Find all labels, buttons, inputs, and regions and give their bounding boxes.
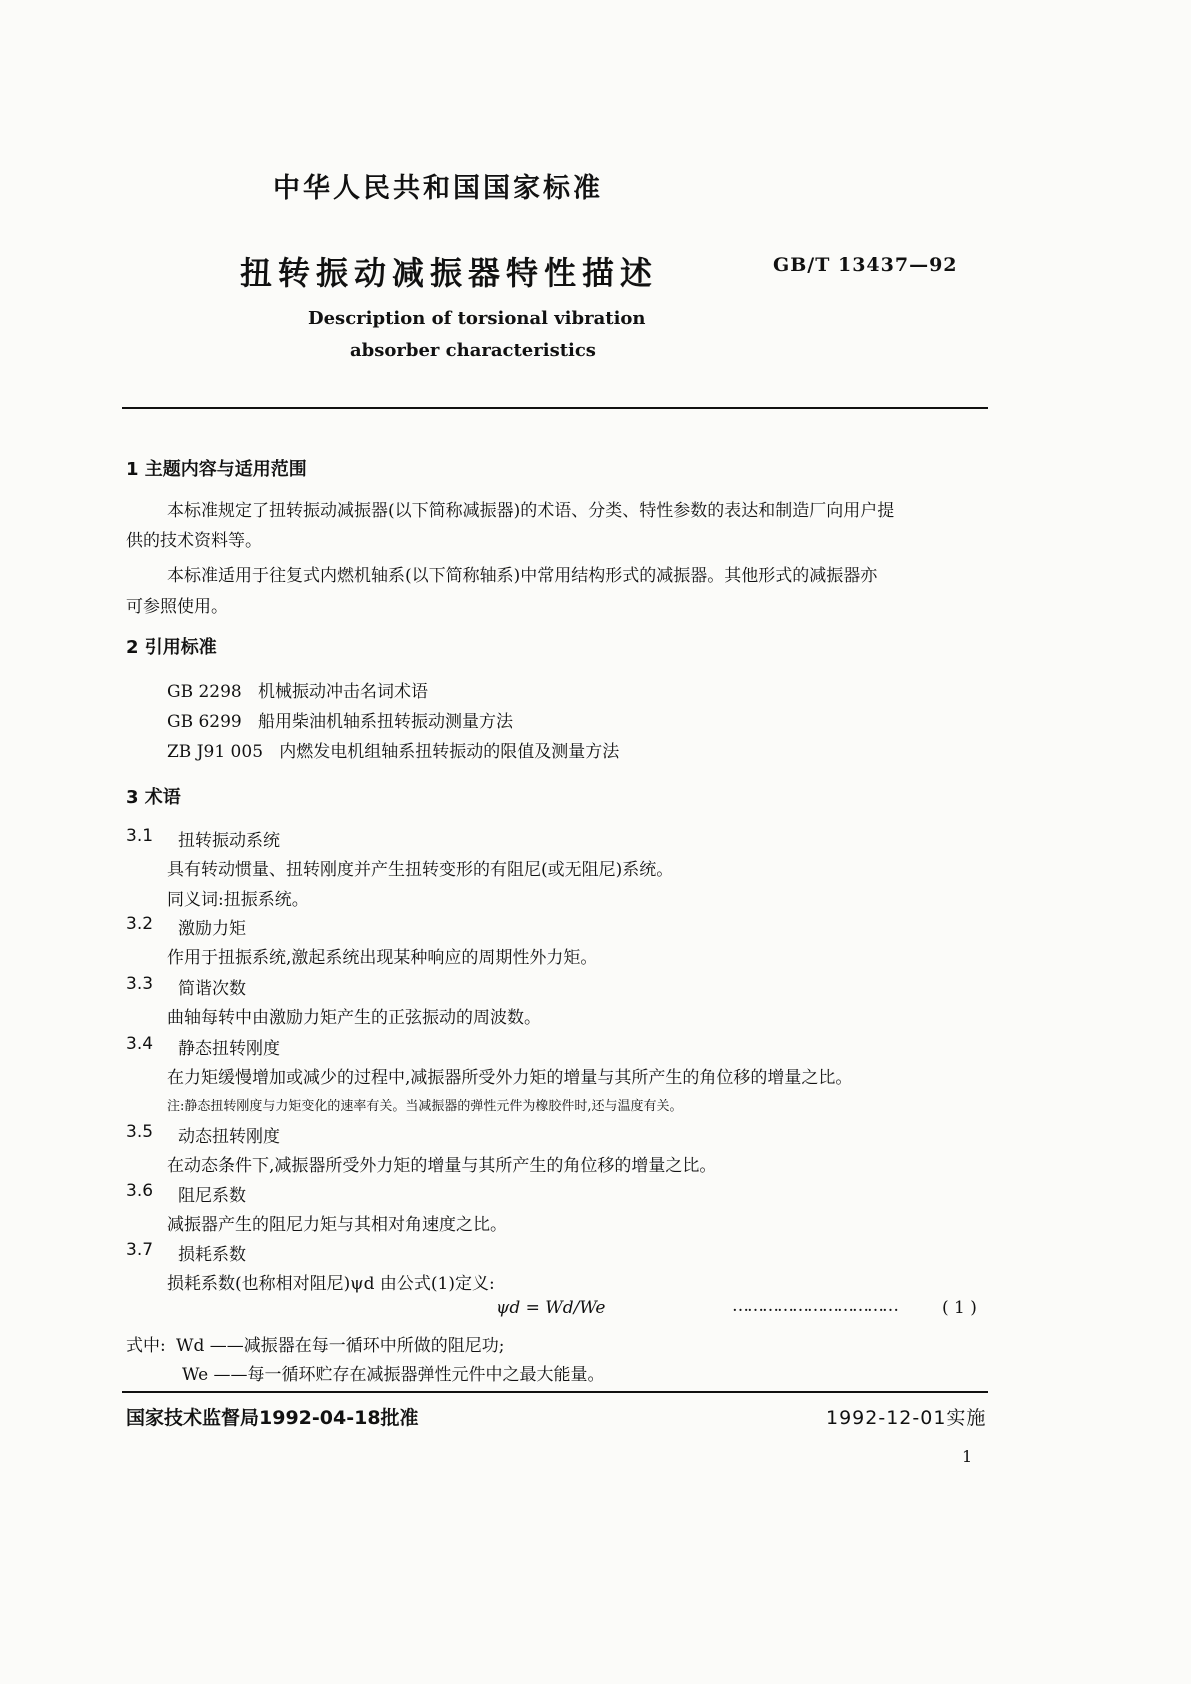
reference-title: 内燃发电机组轴系扭转振动的限值及测量方法 [279, 742, 620, 762]
term-3-6-name: 阻尼系数 [178, 1186, 246, 1206]
formula-1-number: ( 1 ) [942, 1298, 977, 1318]
reference-code: GB 2298 [167, 682, 242, 702]
term-3-1-number: 3.1 [126, 826, 154, 846]
section-2-heading: 2 引用标准 [126, 637, 217, 658]
footer-rule [122, 1391, 988, 1393]
document-title-en-line2: absorber characteristics [350, 340, 596, 361]
term-3-2-name: 激励力矩 [178, 919, 246, 939]
term-3-5-definition: 在动态条件下,减振器所受外力矩的增量与其所产生的角位移的增量之比。 [167, 1156, 717, 1176]
term-3-6-number: 3.6 [126, 1181, 154, 1201]
national-standard-title: 中华人民共和国国家标准 [273, 173, 603, 204]
reference-title: 船用柴油机轴系扭转振动测量方法 [257, 712, 513, 732]
term-3-4-number: 3.4 [126, 1034, 154, 1054]
section-1-para2-line1: 本标准适用于往复式内燃机轴系(以下简称轴系)中常用结构形式的减振器。其他形式的减振器亦 [167, 566, 878, 586]
term-3-4-definition: 在力矩缓慢增加或减少的过程中,减振器所受外力矩的增量与其所产生的角位移的增量之比。 [167, 1068, 853, 1088]
section-1-para2-line2: 可参照使用。 [126, 597, 228, 617]
term-3-6-definition: 减振器产生的阻尼力矩与其相对角速度之比。 [167, 1215, 507, 1235]
term-3-4-name: 静态扭转刚度 [178, 1039, 280, 1059]
formula-1: ψd = Wd/We [496, 1298, 606, 1318]
standard-code: GB/T 13437—92 [773, 254, 958, 276]
reference-item [167, 677, 428, 702]
where-wd-definition: Wd ——减振器在每一循环中所做的阻尼功; [176, 1336, 505, 1356]
term-3-2-definition: 作用于扭振系统,激起系统出现某种响应的周期性外力矩。 [167, 948, 598, 968]
where-prefix: 式中: [126, 1336, 166, 1356]
effective-date: 1992-12-01实施 [826, 1407, 987, 1429]
section-3-heading: 3 术语 [126, 787, 181, 808]
reference-item [167, 707, 513, 732]
term-3-3-definition: 曲轴每转中由激励力矩产生的正弦振动的周波数。 [167, 1008, 541, 1028]
term-3-5-number: 3.5 [126, 1122, 154, 1142]
reference-item [167, 737, 619, 762]
where-we-definition: We ——每一循环贮存在减振器弹性元件中之最大能量。 [182, 1365, 605, 1385]
page-number: 1 [962, 1447, 973, 1466]
document-title-cn: 扭转振动减振器特性描述 [240, 254, 659, 292]
section-1-para1-line2: 供的技术资料等。 [126, 531, 262, 551]
term-3-1-definition: 具有转动惯量、扭转刚度并产生扭转变形的有阻尼(或无阻尼)系统。 [167, 860, 674, 880]
header-rule [122, 407, 988, 409]
reference-code: GB 6299 [167, 712, 242, 732]
term-3-4-note: 注:静态扭转刚度与力矩变化的速率有关。当减振器的弹性元件为橡胶件时,还与温度有关。 [167, 1099, 683, 1114]
term-3-7-name: 损耗系数 [178, 1245, 246, 1265]
term-3-2-number: 3.2 [126, 914, 154, 934]
term-3-7-definition: 损耗系数(也称相对阻尼)ψd 由公式(1)定义: [167, 1274, 495, 1294]
term-3-7-number: 3.7 [126, 1240, 154, 1260]
term-3-1-name: 扭转振动系统 [178, 831, 280, 851]
section-1-heading: 1 主题内容与适用范围 [126, 459, 307, 480]
term-3-3-number: 3.3 [126, 974, 154, 994]
formula-leader-dots: …………………………… [732, 1296, 897, 1316]
term-3-1-synonym: 同义词:扭振系统。 [167, 890, 309, 910]
term-3-3-name: 简谐次数 [178, 979, 246, 999]
approval-info: 国家技术监督局1992-04-18批准 [126, 1407, 419, 1429]
section-1-para1-line1: 本标准规定了扭转振动减振器(以下简称减振器)的术语、分类、特性参数的表达和制造厂向用户提 [167, 501, 895, 521]
reference-title: 机械振动冲击名词术语 [257, 682, 428, 702]
document-title-en-line1: Description of torsional vibration [308, 308, 646, 329]
term-3-5-name: 动态扭转刚度 [178, 1127, 280, 1147]
reference-code: ZB J91 005 [167, 742, 264, 762]
